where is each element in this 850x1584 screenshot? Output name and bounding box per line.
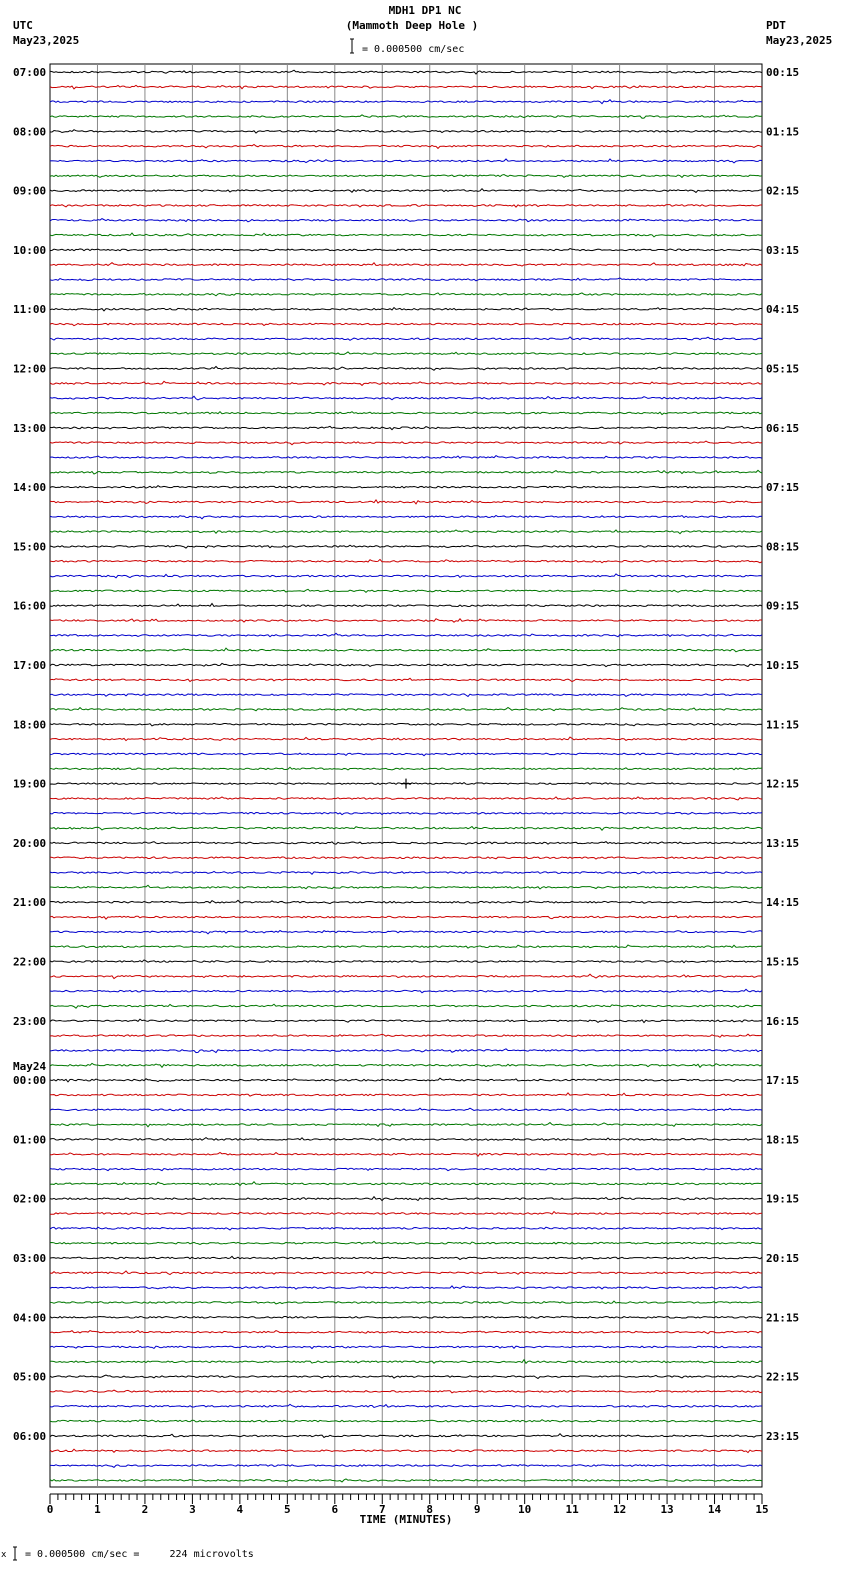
trace-line	[50, 1123, 762, 1127]
utc-hour-label: 10:00	[13, 243, 47, 257]
trace-line	[50, 900, 762, 903]
trace-line	[50, 974, 762, 978]
x-axis-title: TIME (MINUTES)	[359, 1513, 453, 1526]
pdt-hour-label: 02:15	[766, 184, 800, 198]
utc-hour-label: 07:00	[13, 66, 47, 79]
utc-hour-label: 22:00	[13, 955, 47, 969]
trace-line	[50, 663, 762, 666]
utc-hour-label: 19:00	[13, 777, 47, 791]
trace-line	[50, 589, 762, 592]
trace-line	[50, 797, 762, 800]
utc-hour-label: 20:00	[13, 836, 47, 850]
utc-hour-label: 05:00	[13, 1370, 47, 1384]
trace-line	[50, 1420, 762, 1422]
trace-line	[50, 827, 762, 831]
trace-line	[50, 1241, 762, 1244]
trace-line	[50, 381, 762, 385]
trace-line	[50, 205, 762, 207]
x-tick-label: 8	[426, 1503, 434, 1516]
utc-hour-label: 08:00	[13, 125, 47, 139]
trace-line	[50, 1078, 762, 1082]
trace-line	[50, 219, 762, 222]
trace-line	[50, 426, 762, 429]
trace-line	[50, 559, 762, 562]
trace-line	[50, 1286, 762, 1289]
trace-line	[50, 885, 762, 889]
trace-line	[50, 189, 762, 193]
pdt-hour-label: 08:15	[766, 540, 800, 554]
pdt-hour-label: 11:15	[766, 718, 800, 732]
x-tick-label: 6	[331, 1503, 339, 1516]
trace-line	[50, 1346, 762, 1349]
utc-hour-label: 23:00	[13, 1014, 47, 1028]
trace-line	[50, 1465, 762, 1468]
pdt-hour-label: 23:15	[766, 1429, 800, 1443]
pdt-hour-label: 19:15	[766, 1192, 800, 1206]
trace-line	[50, 1138, 762, 1141]
pdt-hour-label: 17:15	[766, 1074, 800, 1088]
trace-line	[50, 293, 762, 296]
x-tick-label: 10	[518, 1503, 532, 1516]
trace-line	[50, 1449, 762, 1452]
utc-hour-label: 00:00	[13, 1074, 47, 1088]
trace-line	[50, 249, 762, 251]
trace-line	[50, 1227, 762, 1230]
x-tick-label: 14	[707, 1503, 722, 1516]
utc-hour-label: 17:00	[13, 659, 47, 672]
trace-line	[50, 1197, 762, 1201]
trace-line	[50, 396, 762, 400]
trace-line	[50, 545, 762, 548]
x-tick-label: 5	[284, 1503, 291, 1516]
trace-line	[50, 175, 762, 178]
utc-hour-label: 14:00	[13, 481, 47, 495]
trace-line	[50, 233, 762, 237]
trace-line	[50, 486, 762, 489]
pdt-hour-label: 21:15	[766, 1311, 800, 1325]
trace-line	[50, 1182, 762, 1186]
utc-hour-label: 04:00	[13, 1311, 47, 1325]
trace-line	[50, 753, 762, 756]
trace-line	[50, 842, 762, 845]
utc-hour-label: 12:00	[13, 362, 47, 376]
x-tick-label: 13	[660, 1503, 674, 1516]
x-tick-label: 2	[141, 1503, 149, 1516]
trace-line	[50, 1004, 762, 1008]
pdt-hour-label: 16:15	[766, 1014, 800, 1028]
x-tick-label: 4	[236, 1503, 244, 1516]
pdt-hour-label: 15:15	[766, 955, 800, 969]
trace-line	[50, 619, 762, 622]
trace-line	[50, 723, 762, 726]
trace-line	[50, 530, 762, 534]
trace-line	[50, 144, 762, 148]
trace-line	[50, 308, 762, 311]
trace-line	[50, 812, 762, 814]
pdt-hour-label: 12:15	[766, 777, 800, 791]
pdt-hour-label: 09:15	[766, 599, 800, 613]
trace-line	[50, 1212, 762, 1215]
trace-line	[50, 1108, 762, 1111]
trace-line	[50, 1152, 762, 1156]
pdt-hour-label: 01:15	[766, 125, 800, 139]
trace-line	[50, 1331, 762, 1334]
trace-line	[50, 633, 762, 636]
footer-scale-mark: x	[1, 1550, 7, 1560]
pdt-hour-label: 04:15	[766, 303, 800, 317]
utc-hour-label: 18:00	[13, 718, 47, 732]
trace-line	[50, 1271, 762, 1275]
date-change-label: May24	[13, 1060, 47, 1074]
pdt-hour-label: 20:15	[766, 1252, 800, 1265]
trace-line	[50, 323, 762, 325]
trace-line	[50, 989, 762, 992]
trace-line	[50, 352, 762, 355]
pdt-hour-label: 07:15	[766, 481, 800, 495]
trace-line	[50, 115, 762, 118]
trace-line	[50, 1168, 762, 1170]
trace-line	[50, 1479, 762, 1482]
x-tick-label: 1	[94, 1503, 101, 1516]
pdt-date-label: May23,2025	[766, 34, 833, 47]
utc-hour-label: 11:00	[13, 303, 47, 317]
trace-line	[50, 456, 762, 459]
trace-line	[50, 441, 762, 445]
utc-hour-label: 03:00	[13, 1252, 47, 1265]
trace-line	[50, 678, 762, 681]
trace-line	[50, 278, 762, 281]
pdt-hour-label: 03:15	[766, 243, 800, 257]
trace-line	[50, 945, 762, 948]
utc-hour-label: 06:00	[13, 1429, 47, 1443]
pdt-hour-label: 06:15	[766, 421, 800, 435]
pdt-hour-label: 14:15	[766, 896, 800, 910]
pdt-hour-label: 18:15	[766, 1133, 800, 1147]
utc-date-label: May23,2025	[13, 34, 80, 47]
trace-line	[50, 574, 762, 578]
trace-line	[50, 366, 762, 370]
trace-line	[50, 1093, 762, 1096]
trace-line	[50, 130, 762, 133]
trace-line	[50, 263, 762, 266]
trace-line	[50, 871, 762, 874]
trace-line	[50, 1360, 762, 1364]
trace-line	[50, 857, 762, 859]
utc-zone-label: UTC	[13, 19, 33, 32]
trace-line	[50, 694, 762, 697]
trace-line	[50, 1434, 762, 1438]
trace-line	[50, 1049, 762, 1053]
site-name: (Mammoth Deep Hole )	[345, 19, 479, 32]
trace-line	[50, 931, 762, 934]
utc-hour-label: 15:00	[13, 540, 47, 554]
trace-line	[50, 1301, 762, 1304]
trace-line	[50, 337, 762, 340]
x-tick-label: 9	[473, 1503, 481, 1516]
trace-line	[50, 500, 762, 504]
trace-line	[50, 648, 762, 652]
scale-legend-text: = 0.000500 cm/sec	[362, 44, 465, 55]
trace-line	[50, 708, 762, 711]
trace-line	[50, 70, 762, 74]
utc-hour-label: 16:00	[13, 599, 47, 613]
trace-line	[50, 1063, 762, 1067]
trace-line	[50, 1256, 762, 1259]
trace-line	[50, 604, 762, 607]
trace-line	[50, 1316, 762, 1318]
trace-line	[50, 100, 762, 104]
x-tick-label: 11	[565, 1503, 579, 1516]
trace-line	[50, 159, 762, 163]
utc-hour-label: 01:00	[13, 1133, 47, 1147]
station-title: MDH1 DP1 NC	[388, 4, 462, 17]
trace-line	[50, 1019, 762, 1023]
trace-line	[50, 1390, 762, 1393]
trace-line	[50, 85, 762, 89]
trace-line	[50, 1404, 762, 1407]
pdt-hour-label: 05:15	[766, 362, 800, 376]
pdt-hour-label: 10:15	[766, 659, 800, 672]
trace-line	[50, 737, 762, 741]
pdt-zone-label: PDT	[766, 19, 786, 32]
trace-line	[50, 515, 762, 518]
pdt-hour-label: 13:15	[766, 836, 800, 850]
utc-hour-label: 09:00	[13, 184, 47, 198]
utc-hour-label: 02:00	[13, 1192, 47, 1206]
utc-hour-label: 13:00	[13, 421, 47, 435]
trace-line	[50, 767, 762, 770]
trace-line	[50, 1375, 762, 1378]
trace-line	[50, 1034, 762, 1037]
x-tick-label: 0	[46, 1503, 54, 1516]
pdt-hour-label: 00:15	[766, 66, 800, 79]
x-tick-label: 3	[189, 1503, 196, 1516]
pdt-hour-label: 22:15	[766, 1370, 800, 1384]
trace-line	[50, 412, 762, 415]
x-tick-label: 12	[612, 1503, 627, 1516]
trace-line	[50, 916, 762, 919]
trace-line	[50, 960, 762, 963]
x-tick-label: 15	[755, 1503, 769, 1516]
utc-hour-label: 21:00	[13, 896, 47, 910]
trace-line	[50, 470, 762, 474]
x-tick-label: 7	[378, 1503, 386, 1516]
footer-scale-text: = 0.000500 cm/sec = 224 microvolts	[25, 1549, 254, 1560]
